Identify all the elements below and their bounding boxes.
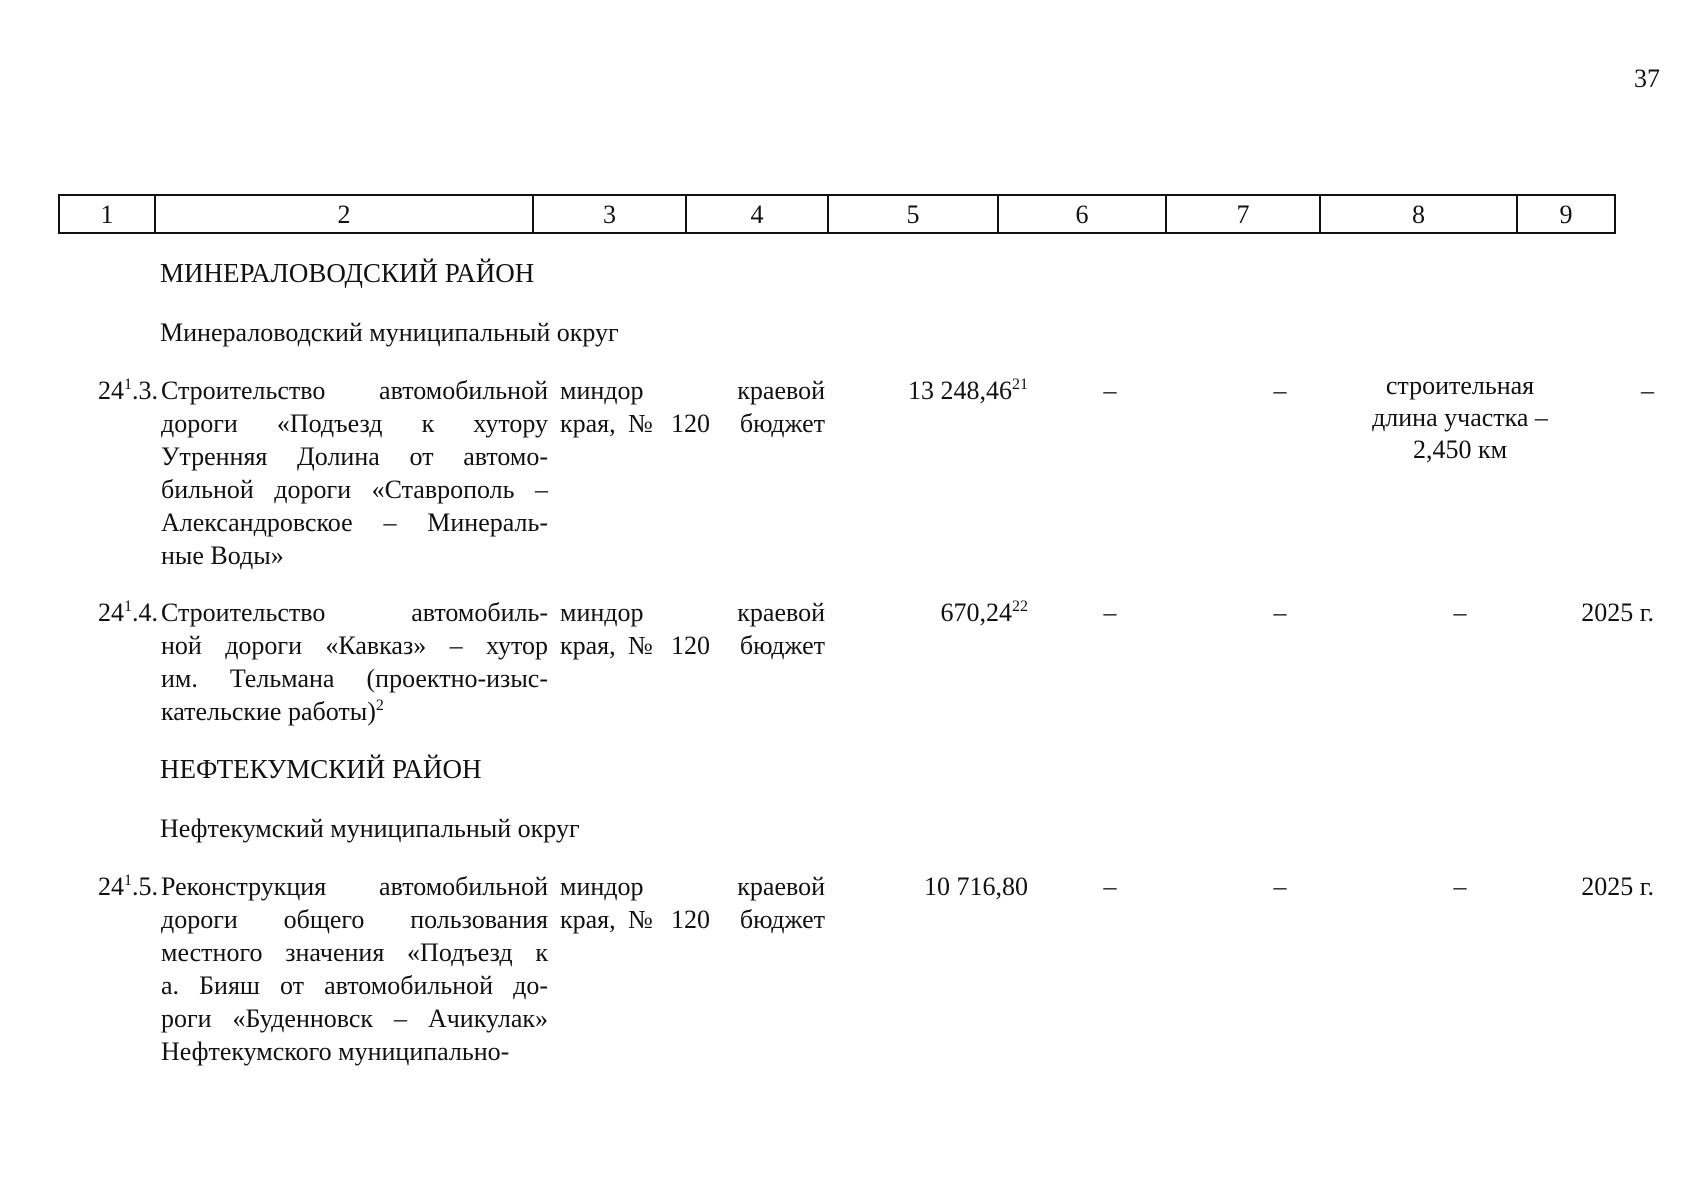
header-col-4: 4 bbox=[686, 195, 828, 233]
budget-source: краевой бюджет bbox=[737, 872, 825, 934]
district-heading: НЕФТЕКУМСКИЙ РАЙОН bbox=[160, 754, 482, 784]
okrug-heading: Нефтекумский муниципальный округ bbox=[160, 814, 580, 843]
header-col-5: 5 bbox=[828, 195, 998, 233]
header-col-7: 7 bbox=[1166, 195, 1320, 233]
row-number: $24^1.5$. bbox=[98, 872, 158, 901]
col9-value: 2025 г. bbox=[1581, 872, 1654, 901]
object-name: Строительство автомобиль- ной дороги «Кавказ» – хутор им. Тельмана (проектно-изыс- кательские работы)$^2$ bbox=[161, 598, 548, 726]
header-col-8: 8 bbox=[1320, 195, 1517, 233]
column-number-header bbox=[58, 194, 1616, 234]
header-col-1: 1 bbox=[59, 195, 155, 233]
col9-value: 2025 г. bbox=[1581, 598, 1654, 627]
district-heading: МИНЕРАЛОВОДСКИЙ РАЙОН bbox=[160, 258, 535, 288]
col7-value: – bbox=[1273, 872, 1287, 901]
col8-value: – bbox=[1453, 598, 1467, 627]
col8-value: строительная длина участка – 2,450 км bbox=[1372, 371, 1548, 464]
page-number: 37 bbox=[1634, 64, 1660, 93]
header-col-9: 9 bbox=[1517, 195, 1615, 233]
amount: 13 248,46$^{21}$ bbox=[908, 376, 1028, 405]
col6-value: – bbox=[1103, 872, 1117, 901]
header-col-2: 2 bbox=[155, 195, 533, 233]
executor: миндор края, № 120 bbox=[560, 872, 710, 934]
okrug-heading: Минераловодский муниципальный округ bbox=[160, 318, 619, 347]
col7-value: – bbox=[1273, 376, 1287, 405]
row-number: $24^1.4$. bbox=[98, 598, 158, 627]
object-name: Строительство автомобильной дороги «Подъезд к хутору Утренняя Долина от автомо- бильной дороги «Ставрополь – Александровское – Минераль- ные Воды» bbox=[161, 376, 548, 570]
amount: 10 716,80 bbox=[924, 872, 1028, 901]
col6-value: – bbox=[1103, 376, 1117, 405]
executor: миндор края, № 120 bbox=[560, 376, 710, 438]
budget-source: краевой бюджет bbox=[737, 598, 825, 660]
col6-value: – bbox=[1103, 598, 1117, 627]
col7-value: – bbox=[1273, 598, 1287, 627]
col8-value: – bbox=[1453, 872, 1467, 901]
budget-source: краевой бюджет bbox=[737, 376, 825, 438]
object-name: Реконструкция автомобильной дороги общего пользования местного значения «Подъезд к а. Бияш от автомобильной до- роги «Буденновск – Ачикулак» Нефтекумского муниципально- bbox=[161, 872, 548, 1066]
row-number: $24^1.3$. bbox=[98, 376, 158, 405]
col9-value: – bbox=[1641, 376, 1654, 405]
executor: миндор края, № 120 bbox=[560, 598, 710, 660]
header-col-3: 3 bbox=[533, 195, 686, 233]
header-col-6: 6 bbox=[998, 195, 1166, 233]
amount: 670,24$^{22}$ bbox=[940, 598, 1028, 627]
